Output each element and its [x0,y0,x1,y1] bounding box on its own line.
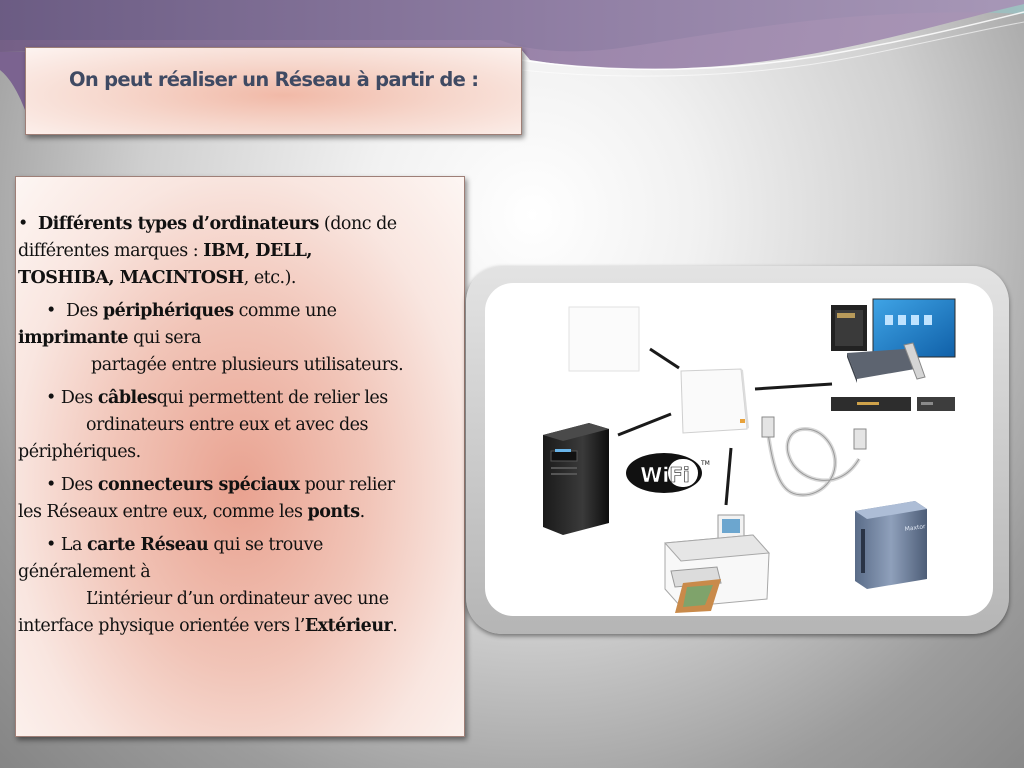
media-center-icon [831,299,955,383]
left-purple-wave [0,52,25,110]
wifi-logo-text: WiFi [640,463,690,487]
printer-icon [665,515,769,613]
wifi-logo [626,453,710,493]
network-image [485,283,993,616]
title-box [25,47,522,135]
dvd-player-icon [831,397,955,411]
slide-title: On peut réaliser un Réseau à partir de : [69,68,479,91]
content-text [18,211,462,646]
wall-panel-icon [569,307,639,371]
bullet: • [46,535,56,555]
item-cables: • Des câblesqui permettent de relier les ordinateurs entre eux et avec des périphériques. [18,388,388,462]
item-peripheriques: • Des périphériques comme une imprimante qui sera partagée entre plusieurs utilisateurs. [18,301,404,375]
drive-brand-label: Maxtor [904,523,926,533]
bullet: • [46,301,56,321]
link-media [755,384,832,389]
bullet: • [46,475,56,495]
desktop-tower-icon [543,423,609,535]
bullet: • [18,214,28,234]
router-icon [681,369,749,433]
item-carte-reseau: • La carte Réseau qui se trouve généralement à L’intérieur d’un ordinateur avec une interface physique orientée vers l’Extérieur. [18,535,398,636]
ethernet-cable-icon [762,417,866,495]
content-box [15,176,465,737]
link-tower [618,414,671,435]
item-connecteurs: • Des connecteurs spéciaux pour relier les Réseaux entre eux, comme les ponts. [18,475,395,522]
link-panel [650,349,679,368]
link-printer [726,448,731,505]
item-ordinateurs: • Différents types d’ordinateurs (donc de différentes marques : IBM, DELL, TOSHIBA, MACINTOSH, etc.). [18,214,397,288]
wifi-logo-tm: TM [701,460,710,467]
external-drive-icon [855,501,927,589]
bullet: • [46,388,56,408]
